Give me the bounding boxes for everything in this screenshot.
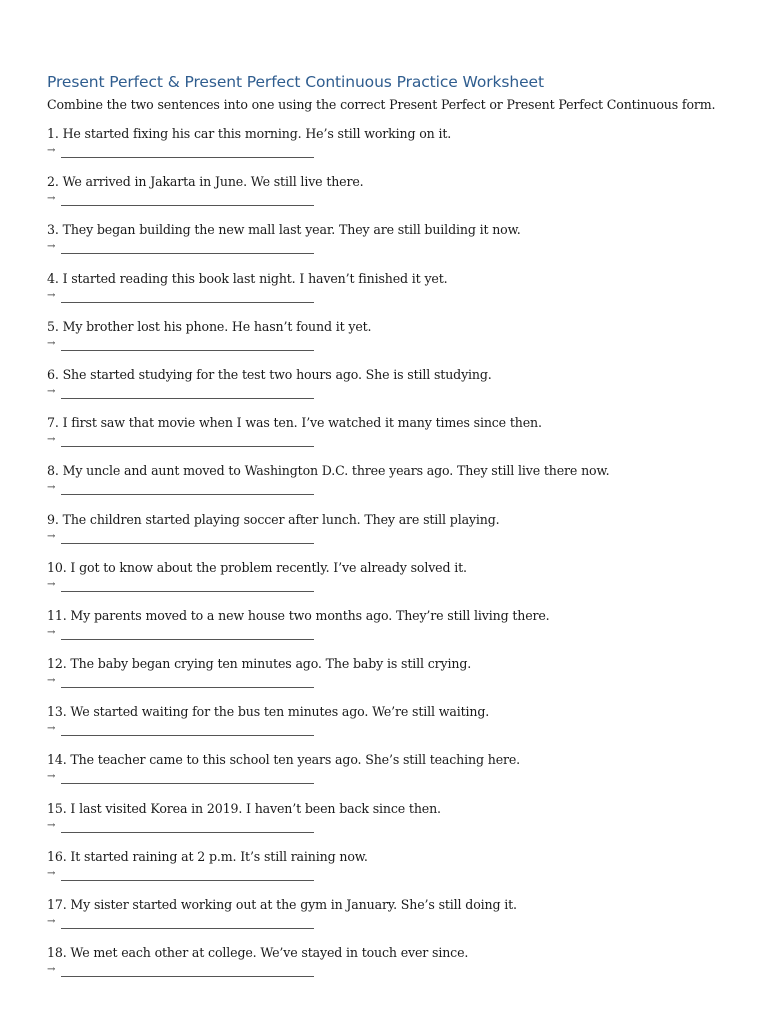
question-item xyxy=(47,271,727,319)
answer-row xyxy=(47,337,327,351)
question-text: 7. I first saw that movie when I was ten. I’ve watched it many times since then. xyxy=(47,415,542,431)
answer-arrow-icon: → xyxy=(47,723,56,735)
answer-arrow-icon: → xyxy=(47,241,56,253)
answer-blank-line xyxy=(61,591,314,592)
answer-arrow-icon: → xyxy=(47,675,56,687)
answer-arrow-icon: → xyxy=(47,289,56,301)
answer-arrow-icon: → xyxy=(47,530,56,542)
question-list xyxy=(47,126,727,993)
answer-blank-line xyxy=(61,880,314,881)
answer-row xyxy=(47,674,327,688)
question-text: 13. We started waiting for the bus ten minutes ago. We’re still waiting. xyxy=(47,704,490,720)
answer-row xyxy=(47,289,327,303)
answer-arrow-icon: → xyxy=(47,193,56,205)
answer-blank-line xyxy=(61,302,314,303)
answer-arrow-icon: → xyxy=(47,964,56,976)
question-item xyxy=(47,752,727,800)
answer-arrow-icon: → xyxy=(47,145,56,156)
answer-row xyxy=(47,385,327,399)
question-item xyxy=(47,415,727,463)
question-item xyxy=(47,704,727,752)
question-text: 5. My brother lost his phone. He hasn’t found it yet. xyxy=(47,318,372,334)
answer-blank-line xyxy=(61,398,314,399)
answer-row xyxy=(47,722,327,736)
question-item xyxy=(47,801,727,849)
question-item xyxy=(47,174,727,222)
answer-arrow-icon: → xyxy=(47,771,56,783)
question-text: 18. We met each other at college. We’ve stayed in touch ever since. xyxy=(47,945,469,961)
answer-blank-line xyxy=(61,976,314,977)
question-text: 9. The children started playing soccer after lunch. They are still playing. xyxy=(47,511,500,527)
answer-row xyxy=(47,481,327,495)
answer-row xyxy=(47,144,327,158)
answer-blank-line xyxy=(61,639,314,640)
answer-row xyxy=(47,578,327,592)
question-text: 17. My sister started working out at the gym in January. She’s still doing it. xyxy=(47,897,517,912)
answer-row xyxy=(47,192,327,206)
answer-blank-line xyxy=(61,446,314,447)
answer-blank-line xyxy=(61,783,314,784)
question-text: 4. I started reading this book last night. I haven’t finished it yet. xyxy=(47,270,448,286)
answer-row xyxy=(47,626,327,640)
answer-arrow-icon: → xyxy=(47,385,56,397)
question-item xyxy=(47,319,727,367)
answer-row xyxy=(47,240,327,254)
question-item xyxy=(47,656,727,704)
answer-blank-line xyxy=(61,350,314,351)
question-item xyxy=(47,560,727,608)
question-item xyxy=(47,945,727,993)
question-item xyxy=(47,126,727,174)
answer-row xyxy=(47,819,327,833)
answer-blank-line xyxy=(61,687,314,688)
answer-row xyxy=(47,770,327,784)
answer-arrow-icon: → xyxy=(47,337,56,349)
answer-arrow-icon: → xyxy=(47,578,56,590)
worksheet-title: Present Perfect & Present Perfect Continuous Practice Worksheet xyxy=(47,73,544,91)
answer-blank-line xyxy=(61,205,314,206)
worksheet-instructions: Combine the two sentences into one using the correct Present Perfect or Present Perfect Continuous form. xyxy=(47,97,716,112)
answer-blank-line xyxy=(61,494,314,495)
answer-arrow-icon: → xyxy=(47,482,56,494)
question-text: 3. They began building the new mall last year. They are still building it now. xyxy=(47,222,521,238)
answer-arrow-icon: → xyxy=(47,916,56,927)
answer-blank-line xyxy=(61,253,314,254)
answer-blank-line xyxy=(61,735,314,736)
answer-row xyxy=(47,433,327,447)
answer-row xyxy=(47,867,327,881)
question-text: 12. The baby began crying ten minutes ago. The baby is still crying. xyxy=(47,656,472,672)
question-text: 2. We arrived in Jakarta in June. We still live there. xyxy=(47,174,364,190)
question-text: 11. My parents moved to a new house two months ago. They’re still living there. xyxy=(47,607,550,623)
question-item xyxy=(47,512,727,560)
question-text: 6. She started studying for the test two hours ago. She is still studying. xyxy=(47,366,492,382)
answer-arrow-icon: → xyxy=(47,819,56,831)
question-text: 14. The teacher came to this school ten years ago. She’s still teaching here. xyxy=(47,752,521,768)
question-item xyxy=(47,367,727,415)
question-item xyxy=(47,849,727,897)
answer-blank-line xyxy=(61,928,314,929)
question-text: 10. I got to know about the problem recently. I’ve already solved it. xyxy=(47,559,467,575)
answer-row xyxy=(47,915,327,929)
answer-blank-line xyxy=(61,543,314,544)
answer-row xyxy=(47,963,327,977)
question-text: 15. I last visited Korea in 2019. I haven’t been back since then. xyxy=(47,800,441,816)
answer-blank-line xyxy=(61,832,314,833)
answer-row xyxy=(47,530,327,544)
question-text: 1. He started fixing his car this morning. He’s still working on it. xyxy=(47,126,452,141)
answer-arrow-icon: → xyxy=(47,867,56,879)
question-text: 16. It started raining at 2 p.m. It’s still raining now. xyxy=(47,848,368,864)
question-item xyxy=(47,222,727,270)
question-item xyxy=(47,897,727,945)
question-text: 8. My uncle and aunt moved to Washington D.C. three years ago. They still live there now. xyxy=(47,463,610,479)
answer-arrow-icon: → xyxy=(47,434,56,446)
question-item xyxy=(47,608,727,656)
answer-blank-line xyxy=(61,157,314,158)
question-item xyxy=(47,463,727,511)
answer-arrow-icon: → xyxy=(47,626,56,638)
